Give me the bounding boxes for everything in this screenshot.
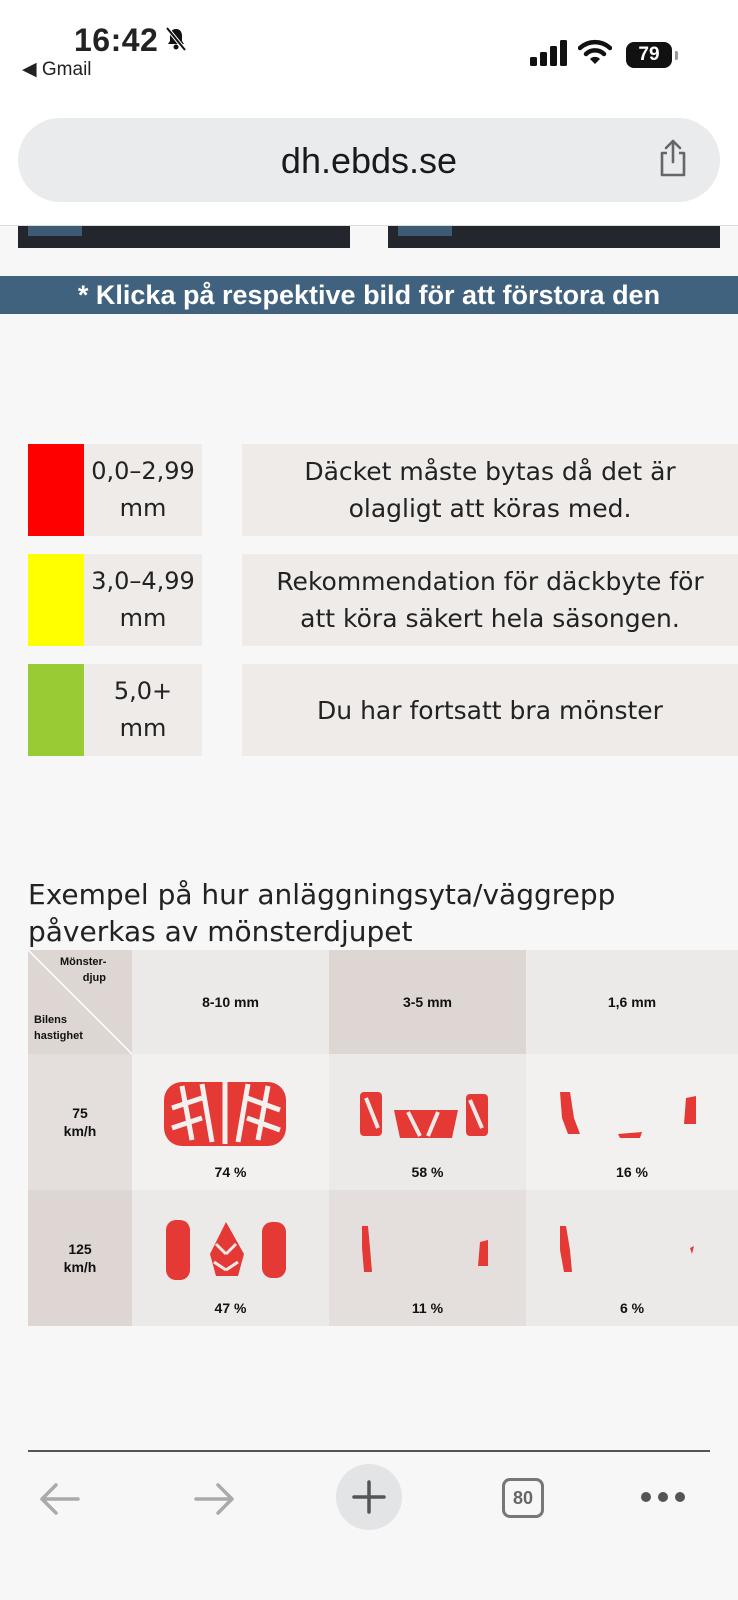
tabs-button[interactable]: 80 <box>502 1478 544 1518</box>
row-header-75: 75 km/h <box>28 1054 132 1190</box>
coverage-percent: 16 % <box>616 1164 648 1180</box>
tread-patch-icon <box>558 1222 704 1278</box>
web-page <box>0 226 738 1456</box>
column-header: 3-5 mm <box>329 950 526 1054</box>
coverage-percent: 11 % <box>411 1300 444 1316</box>
contact-patch-table-image[interactable] <box>28 950 738 1326</box>
browser-toolbar <box>0 1456 738 1600</box>
info-banner: * Klicka på respektive bild för att förstora den <box>0 276 738 314</box>
cellular-signal-icon <box>530 40 568 66</box>
tread-patch-icon <box>162 1078 288 1150</box>
image-thumbnail-left[interactable] <box>18 226 350 248</box>
depth-range: 5,0+ mm <box>84 664 202 756</box>
back-to-app-link[interactable]: ◀ Gmail <box>22 59 92 80</box>
forward-arrow-icon[interactable] <box>192 1482 236 1516</box>
corner-header-speed: Bilens hastighet <box>34 1014 83 1042</box>
range-description: Du har fortsatt bra mönster <box>242 664 738 756</box>
table-corner <box>28 950 132 1054</box>
row-header-125: 125 km/h <box>28 1190 132 1326</box>
share-icon[interactable] <box>656 138 690 178</box>
depth-range: 0,0–2,99 mm <box>84 444 202 536</box>
address-bar[interactable] <box>18 118 720 202</box>
range-description: Däcket måste bytas då det är olagligt att köras med. <box>242 444 738 536</box>
color-swatch-yellow <box>28 554 84 646</box>
range-description: Rekommendation för däckbyte för att köra säkert hela säsongen. <box>242 554 738 646</box>
status-bar <box>0 0 738 100</box>
new-tab-button[interactable] <box>336 1464 402 1530</box>
corner-header-depth: Mönster- djup <box>60 956 107 984</box>
clock: 16:42 <box>74 22 159 58</box>
tread-patch-icon <box>558 1088 704 1144</box>
coverage-percent: 6 % <box>619 1300 645 1316</box>
column-header: 1,6 mm <box>526 950 738 1054</box>
column-header: 8-10 mm <box>132 950 329 1054</box>
legend-row-green <box>28 664 738 756</box>
section-title: Exempel på hur anläggningsyta/väggrepp påverkas av mönsterdjupet <box>28 878 616 948</box>
legend-row-red <box>28 444 738 536</box>
bell-muted-icon <box>164 26 188 52</box>
color-swatch-green <box>28 664 84 756</box>
url-text[interactable]: dh.ebds.se <box>280 140 458 181</box>
browser-address-area <box>0 100 738 226</box>
more-options-icon[interactable] <box>640 1490 686 1504</box>
image-thumbnail-right[interactable] <box>388 226 720 248</box>
coverage-percent: 74 % <box>214 1164 247 1180</box>
wifi-icon <box>578 38 612 66</box>
legend-row-yellow <box>28 554 738 646</box>
battery-indicator: 79 <box>626 42 672 68</box>
coverage-percent: 58 % <box>411 1164 444 1180</box>
tread-patch-icon <box>358 1088 492 1148</box>
divider <box>28 1450 710 1452</box>
plus-icon <box>351 1479 387 1515</box>
tread-patch-icon <box>358 1222 492 1278</box>
coverage-percent: 47 % <box>214 1300 247 1316</box>
back-arrow-icon[interactable] <box>38 1482 82 1516</box>
depth-range: 3,0–4,99 mm <box>84 554 202 646</box>
color-swatch-red <box>28 444 84 536</box>
tread-patch-icon <box>164 1214 288 1284</box>
